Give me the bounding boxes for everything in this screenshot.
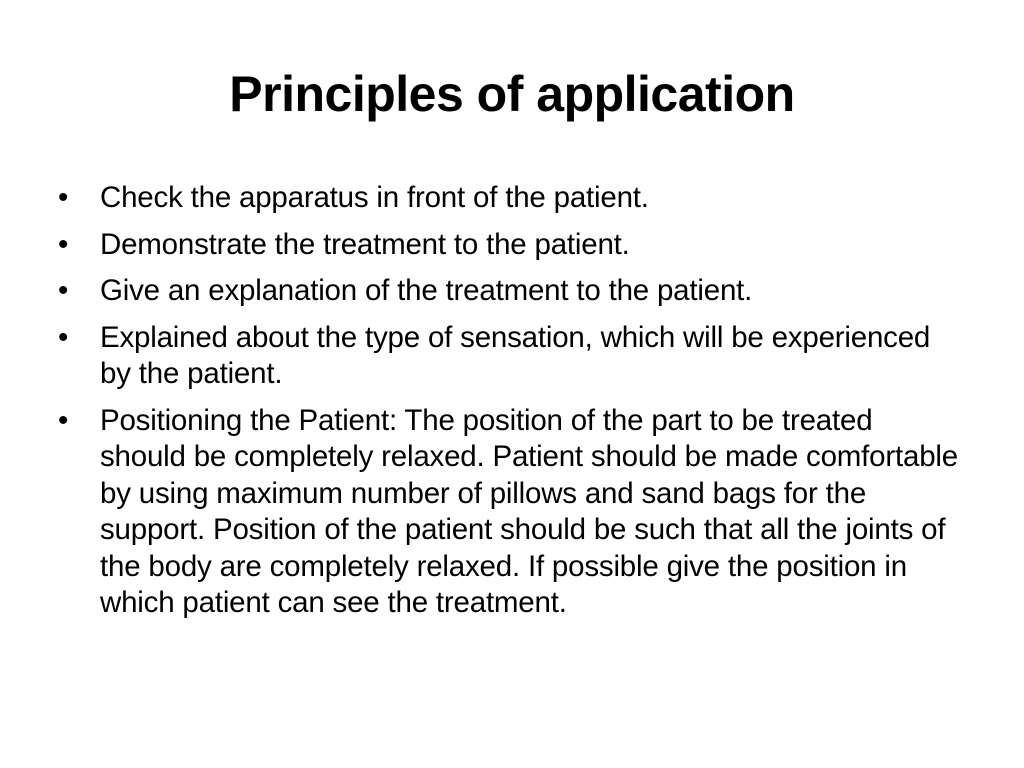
bullet-text: Positioning the Patient: The position of the part to be treated should be completely relaxed. Patient should be made comfortable by using maximum number of pillows and sand bags for the support. Position of the patient should be such that all the joints of the body are completely relaxed. If possible give the position in which patient can see the treatment.: [100, 403, 958, 619]
bullet-item: [58, 227, 958, 264]
bullet-dot-icon: •: [58, 320, 69, 354]
bullet-text: Check the apparatus in front of the patient.: [100, 181, 649, 214]
bullet-list: [58, 180, 958, 632]
bullet-text: Demonstrate the treatment to the patient.: [100, 227, 630, 261]
bullet-item: [58, 320, 958, 393]
bullet-dot-icon: •: [58, 227, 69, 261]
slide-title: Principles of application: [229, 66, 795, 122]
bullet-dot-icon: •: [58, 403, 69, 437]
bullet-item: [58, 403, 958, 622]
bullet-text: Give an explanation of the treatment to the patient.: [100, 274, 753, 307]
bullet-dot-icon: •: [58, 274, 69, 307]
bullet-text: Explained about the type of sensation, which will be experienced by the patient.: [100, 320, 931, 390]
bullet-dot-icon: •: [58, 181, 69, 214]
bullet-item: [58, 273, 958, 310]
bullet-item: [58, 180, 958, 217]
